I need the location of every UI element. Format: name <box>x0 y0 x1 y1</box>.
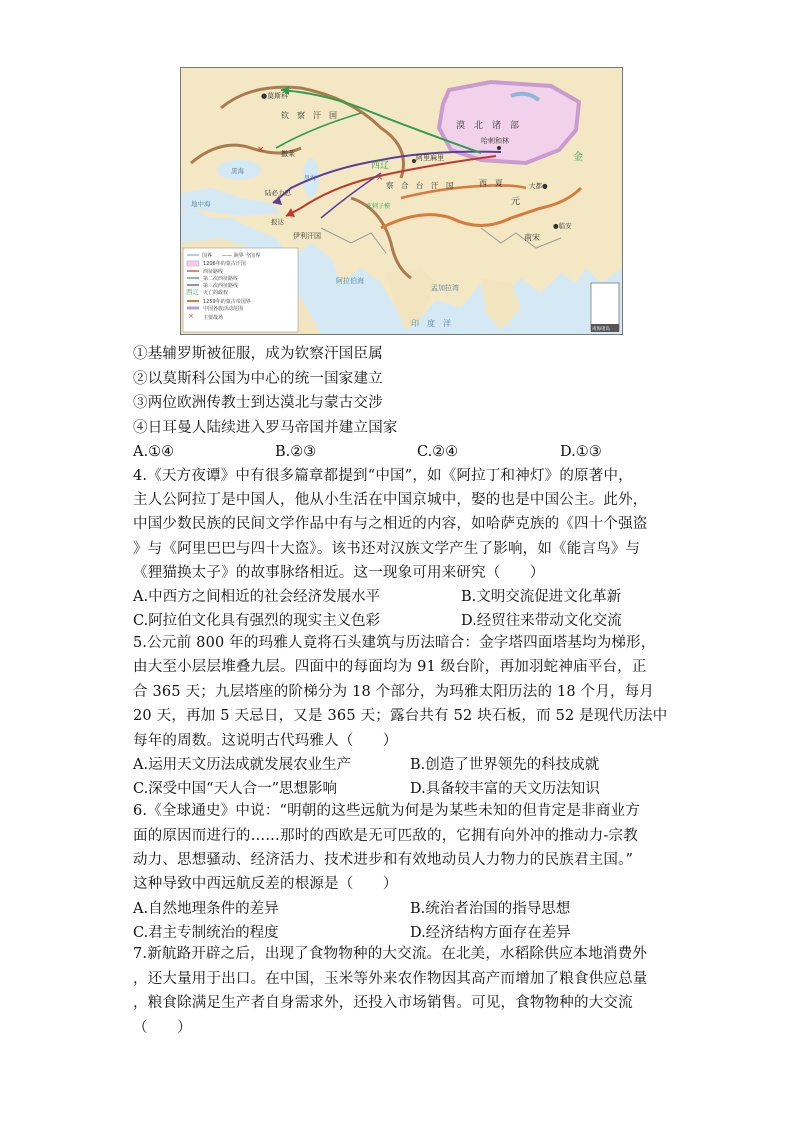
answer-option[interactable]: C.君主专制统治的程度 <box>133 925 279 941</box>
answer-option[interactable]: C.②④ <box>417 444 459 460</box>
map-label-khwarezm: 花剌子模 <box>366 203 391 210</box>
answer-option[interactable]: C.深受中国“天人合一”思想影响 <box>133 781 338 797</box>
map-label-southern-song: 南宋 <box>524 233 540 242</box>
map-label-baghdad: 报达 <box>271 218 284 226</box>
map-label-karakorum: 哈剌和林 <box>481 137 509 145</box>
text-line: （ ） <box>133 1020 192 1036</box>
answer-option[interactable]: B.文明交流促进文化革新 <box>461 589 622 605</box>
answer-option[interactable]: D.经济结构方面存在差异 <box>410 925 571 941</box>
text-line: 6.《全球通史》中说：“明朝的这些远航为何是为某些未知的但肯定是非商业方 <box>133 803 640 819</box>
answer-option[interactable]: D.经贸往来带动文化交流 <box>461 613 622 629</box>
legend-west-liao-sample: 西辽 <box>186 288 199 296</box>
map-label-linan: ●临安 <box>553 222 572 230</box>
text-line: ①基辅罗斯被征服，成为钦察汗国臣属 <box>133 346 383 362</box>
map-label-mediterranean: 地中海 <box>191 200 211 208</box>
text-line: 20 天，再加 5 天忌日，又是 365 天；露台共有 52 块石板，而 52 是现代历法中 <box>133 708 668 724</box>
text-line: 主人公阿拉丁是中国人，他从小生活在中国京城中，娶的也是中国公主。此外， <box>133 492 648 508</box>
text-line: 面的原因而进行的……那时的西欧是无可匹敌的，它拥有向外冲的推动力-宗教 <box>133 828 638 844</box>
legend-item: 第二次西征路线 <box>203 276 239 282</box>
text-line: 》与《阿里巴巴与四十大盗》。该书还对汉族文学产生了影响，如《能言鸟》与 <box>133 541 641 557</box>
map-label-mongol-north: 漠 北 诸 部 <box>456 121 520 131</box>
svg-text:×: × <box>257 145 265 155</box>
text-line: 每年的周数。这说明古代玛雅人（ ） <box>133 733 398 749</box>
text-line: 4.《天方夜谭》中有很多篇章都提到“中国”，如《阿拉丁和神灯》的原著中， <box>133 468 633 484</box>
text-line: ③两位欧洲传教士到达漠北与蒙古交涉 <box>133 395 383 411</box>
text-line: 5.公元前 800 年的玛雅人竟将石头建筑与历法暗合：金字塔四面塔基均为梯形， <box>133 635 656 651</box>
historical-map <box>180 67 623 335</box>
text-line: ②以莫斯科公国为中心的统一国家建立 <box>133 371 383 387</box>
answer-option[interactable]: C.阿拉伯文化具有强烈的现实主义色彩 <box>133 613 381 629</box>
legend-item: 西征路线 <box>203 269 224 275</box>
map-label-yuan: 元 <box>511 197 521 207</box>
map-label-black-sea: 黑海 <box>231 167 244 175</box>
map-label-jin: 金 <box>573 152 583 163</box>
svg-text:×: × <box>376 173 384 183</box>
map-label-ilkhanate: 伊利汗国 <box>293 232 321 240</box>
map-label-caspian: 里海 <box>304 175 317 182</box>
answer-option[interactable]: B.统治者治国的指导思想 <box>410 901 571 917</box>
map-label-bengal: 孟加拉湾 <box>431 284 459 292</box>
map-label-mamluk: 陆必力思 <box>265 189 291 197</box>
map-label-west-liao: 西辽 <box>371 161 390 171</box>
map-label-chagatai: 察 合 台 汗 国 <box>386 181 454 190</box>
svg-text:×: × <box>188 312 194 320</box>
map-label-almalik: 阿里麻里 <box>416 154 444 162</box>
answer-option[interactable]: B.创造了世界领先的科技成就 <box>410 757 600 773</box>
map-label-dadu: 大都● <box>529 182 548 190</box>
answer-option[interactable]: B.②③ <box>275 444 317 460</box>
legend-item: 1206年的蒙古汗国 <box>203 261 246 267</box>
legend-item: 1259年的蒙古帝国界 <box>203 299 251 305</box>
legend-item: 中国各族活动范围 <box>203 306 244 312</box>
text-line: 合 365 天；九层塔座的阶梯分为 18 个部分，为玛雅太阳历法的 18 个月，每月 <box>133 684 655 700</box>
map-label-moscow: ●莫斯科 <box>261 92 289 100</box>
text-line: 中国少数民族的民间文学作品中有与之相近的内容，如哈萨克族的《四十个强盗 <box>133 516 648 532</box>
text-line: 这种导致中西远航反差的根源是（ ） <box>133 876 398 892</box>
map-label-indian-ocean: 印 度 洋 <box>411 319 451 328</box>
answer-option[interactable]: A.运用天文历法成就发展农业生产 <box>133 757 352 773</box>
map-label-kipchak: 钦 察 汗 国 <box>281 111 337 120</box>
map-label-arabian-sea: 阿拉伯海 <box>336 277 364 285</box>
text-line: 《狸猫换太子》的故事脉络相近。这一现象可用来研究（ ） <box>133 565 545 581</box>
text-line: 由大至小层层堆叠九层。四面中的每面均为 91 级台阶，再加羽蛇神庙平台，正 <box>133 659 647 675</box>
answer-option[interactable]: A.中西方之间相近的社会经济发展水平 <box>133 589 381 605</box>
answer-option[interactable]: A.①④ <box>133 444 175 460</box>
legend-item: 主要战场 <box>203 315 224 321</box>
map-label-sarai: 撒莱 <box>281 150 295 158</box>
text-line: ④日耳曼人陆续进入罗马帝国并建立国家 <box>133 420 398 436</box>
text-line: 动力、思想骚动、经济活力、技术进步和有效地动员人力物力的民族君主国。” <box>133 852 634 868</box>
legend-item: 国界 —— 洲界 今国界 <box>202 253 261 259</box>
inset-caption: 南海诸岛 <box>592 327 610 332</box>
text-line: 7.新航路开辟之后，出现了食物物种的大交流。在北美，水稻除供应本地消费外 <box>133 946 648 962</box>
legend-item: 灭亡的政权 <box>203 290 229 296</box>
answer-option[interactable]: D.具备较丰富的天文历法知识 <box>410 781 600 797</box>
legend-item: 第三次西征路线 <box>203 283 239 289</box>
text-line: ，粮食除满足生产者自身需求外，还投入市场销售。可见，食物物种的大交流 <box>133 995 633 1011</box>
text-line: ，还大量用于出口。在中国，玉米等外来农作物因其高产而增加了粮食供应总量 <box>133 971 648 987</box>
answer-option[interactable]: A.自然地理条件的差异 <box>133 901 279 917</box>
mongol-conquest-map-svg <box>181 68 622 334</box>
answer-option[interactable]: D.①③ <box>560 444 602 460</box>
map-label-western-xia: 西 夏 <box>479 179 503 188</box>
